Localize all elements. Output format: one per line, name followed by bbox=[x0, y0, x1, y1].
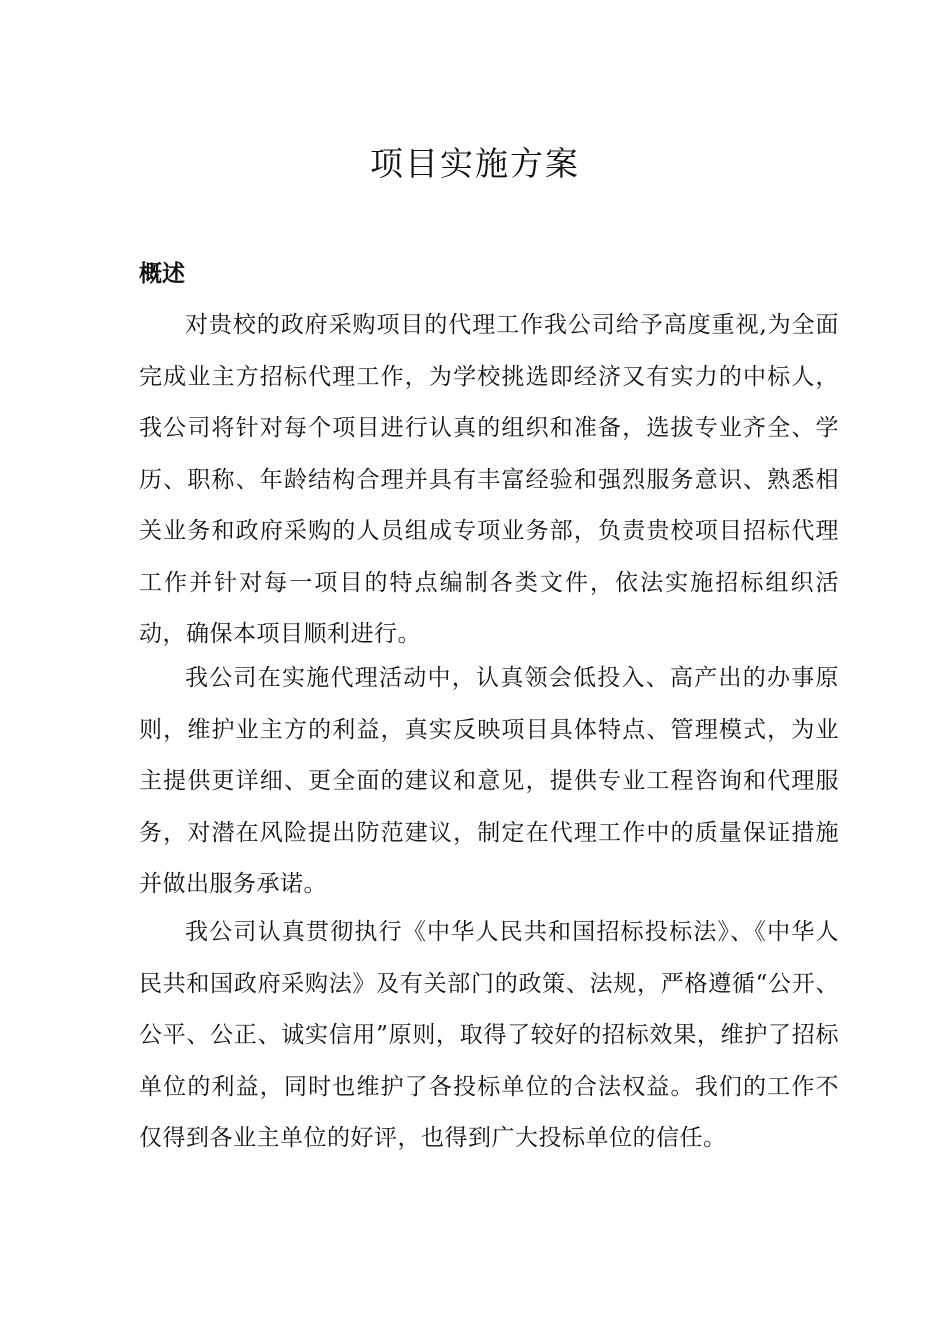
paragraph-3: 我公司认真贯彻执行《中华人民共和国招标投标法》、《中华人民共和国政府采购法》及有关部门的政策、法规，严格遵循“公开、公平、公正、诚实信用”原则，取得了较好的招标效果，维护了招标单位的利益，同时也维护了各投标单位的合法权益。我们的工作不仅得到各业主单位的好评，也得到广大投标单位的信任。 bbox=[139, 919, 839, 1151]
page-title: 项目实施方案 bbox=[370, 144, 580, 183]
paragraph-1: 对贵校的政府采购项目的代理工作我公司给予高度重视,为全面完成业主方招标代理工作，为学校挑选即经济又有实力的中标人，我公司将针对每个项目进行认真的组织和准备，选拔专业齐全、学历、职称、年龄结构合理并具有丰富经验和强烈服务意识、熟悉相关业务和政府采购的人员组成专项业务部，负责贵校项目招标代理工作并针对每一项目的特点编制各类文件，依法实施招标组织活动，确保本项目顺利进行。 bbox=[139, 312, 839, 647]
paragraph-2: 我公司在实施代理活动中，认真领会低投入、高产出的办事原则，维护业主方的利益，真实反映项目具体特点、管理模式，为业主提供更详细、更全面的建议和意见，提供专业工程咨询和代理服务，对潜在风险提出防范建议，制定在代理工作中的质量保证措施并做出服务承诺。 bbox=[139, 665, 839, 897]
section-heading: 概述 bbox=[139, 260, 185, 287]
